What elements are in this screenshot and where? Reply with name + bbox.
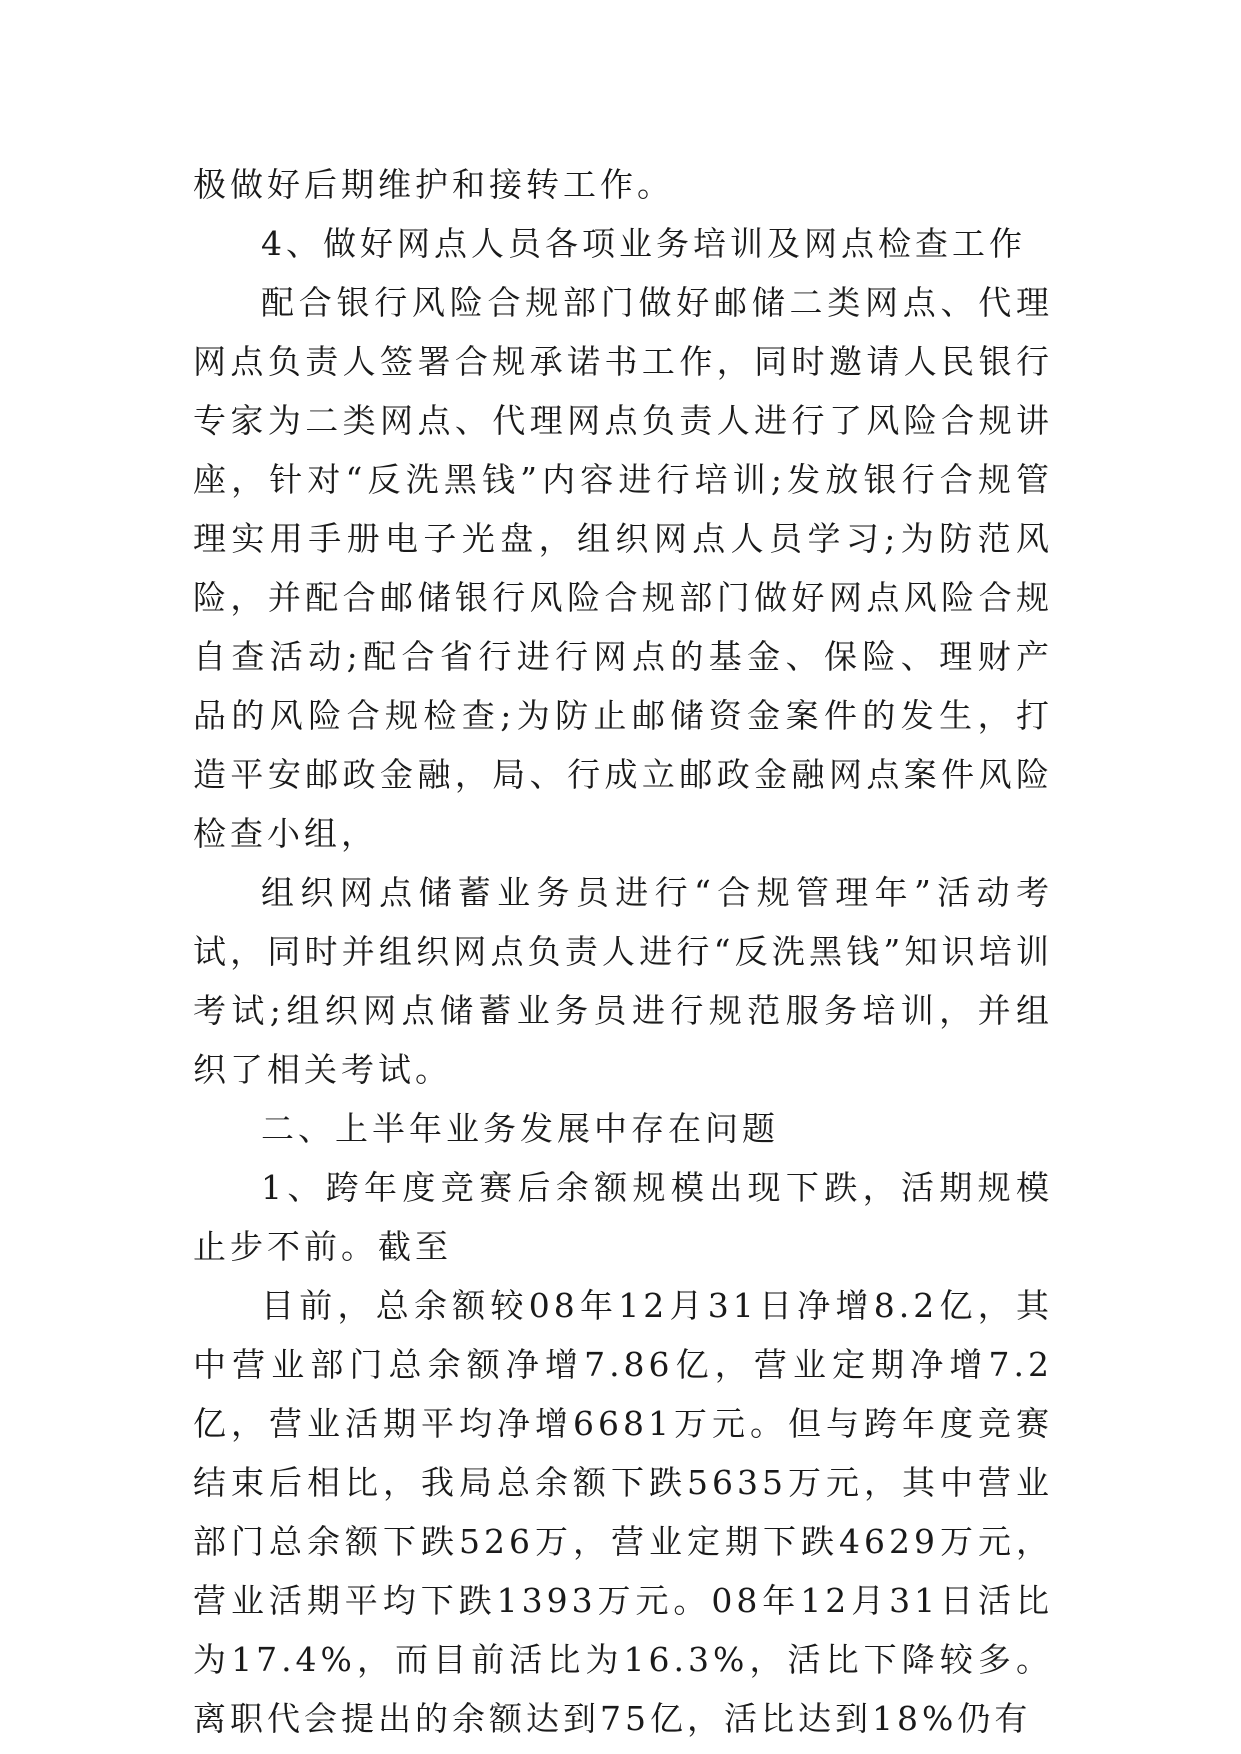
- paragraph-exams: 组织网点储蓄业务员进行“合规管理年”活动考试，同时并组织网点负责人进行“反洗黑钱”知识培训考试;组织网点储蓄业务员进行规范服务培训，并组织了相关考试。: [193, 873, 1053, 1089]
- section-heading-1: 1、跨年度竞赛后余额规模出现下跌，活期规模止步不前。截至: [193, 1168, 1053, 1266]
- document-body: [193, 155, 1053, 1748]
- paragraph-balance-figures: 目前，总余额较08年12月31日净增8.2亿，其中营业部门总余额净增7.86亿，营业定期净增7.2亿，营业活期平均净增6681万元。但与跨年度竞赛结束后相比，我局总余额下跌5635万元，其中营业部门总余额下跌526万，营业定期下跌4629万元，营业活期平均下跌1393万元。08年12月31日活比为17.4%，而目前活比为16.3%，活比下降较多。离职代会提出的余额达到75亿，活比达到18%仍有: [193, 1286, 1053, 1738]
- section-heading-problems: 二、上半年业务发展中存在问题: [261, 1109, 779, 1148]
- paragraph-compliance-training: 配合银行风险合规部门做好邮储二类网点、代理网点负责人签署合规承诺书工作，同时邀请人民银行专家为二类网点、代理网点负责人进行了风险合规讲座，针对“反洗黑钱”内容进行培训;发放银行合规管理实用手册电子光盘，组织网点人员学习;为防范风险，并配合邮储银行风险合规部门做好网点风险合规自查活动;配合省行进行网点的基金、保险、理财产品的风险合规检查;为防止邮储资金案件的发生，打造平安邮政金融，局、行成立邮政金融网点案件风险检查小组，: [193, 283, 1053, 853]
- paragraph-continuation: 极做好后期维护和接转工作。: [193, 165, 674, 204]
- section-heading-4: 4、做好网点人员各项业务培训及网点检查工作: [261, 224, 1026, 263]
